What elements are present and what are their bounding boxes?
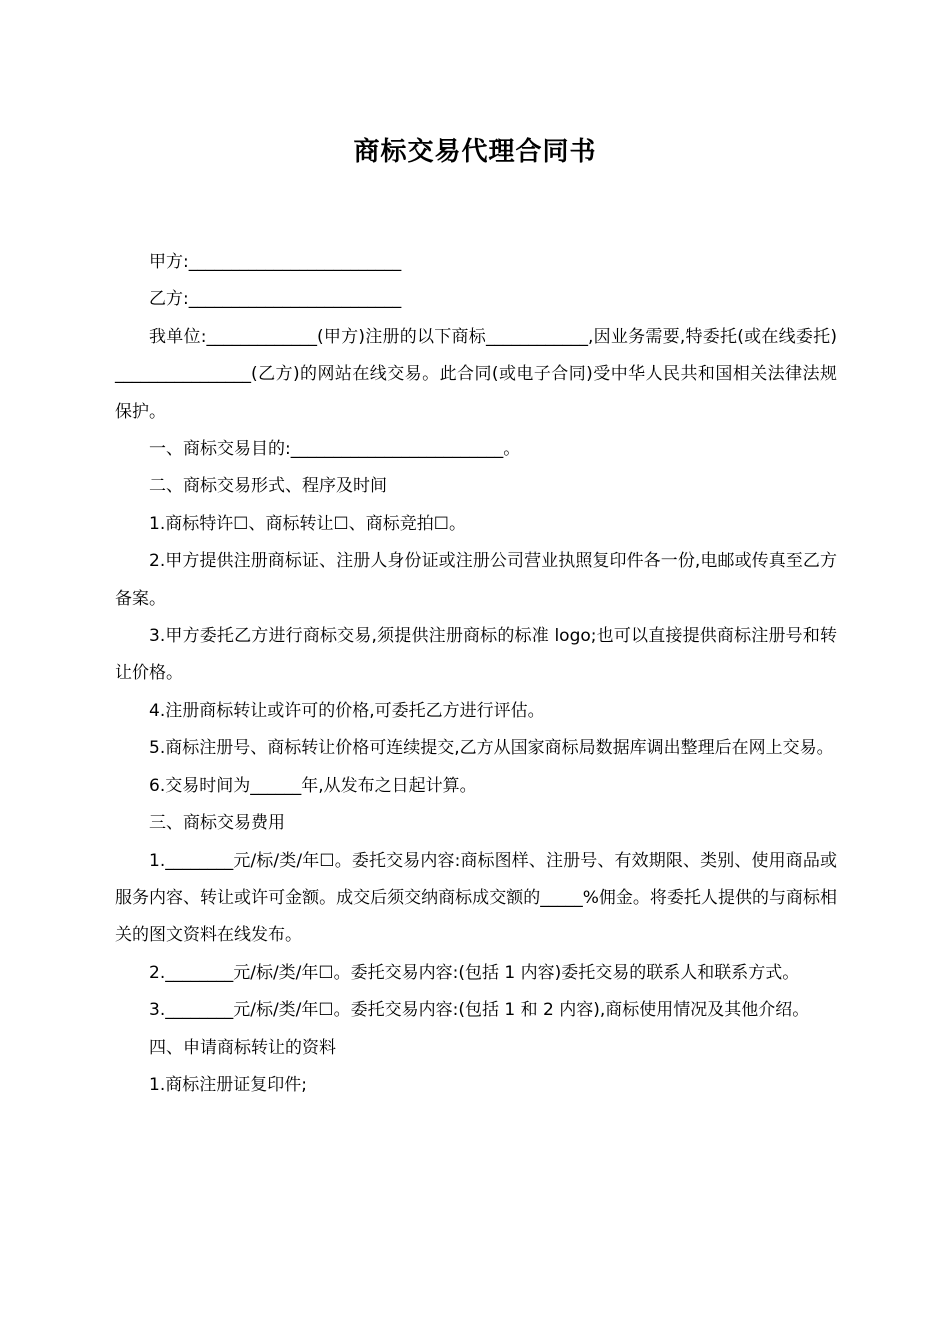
document-title: 商标交易代理合同书 [353,137,597,167]
clause-2-1: 1.商标特许☐、商标转让☐、商标竞拍☐。 [149,513,466,534]
clause-2-3: 3.甲方委托乙方进行商标交易,须提供注册商标的标准 logo;也可以直接提供商标注册号和转让价格。 [115,626,837,684]
clause-3-3: 3.________元/标/类/年☐。委托交易内容:(包括 1 和 2 内容),商标使用情况及其他介绍。 [149,1000,810,1021]
clause-4-1: 1.商标注册证复印件; [149,1074,307,1095]
section-heading-1: 一、商标交易目的:_________________________。 [149,439,521,460]
clause-3-1: 1.________元/标/类/年☐。委托交易内容:商标图样、注册号、有效期限、类别、使用商品或服务内容、转让或许可金额。成交后须交纳商标成交额的_____%佣金。将委托人提供的与商标相关的图文资料在线发布。 [115,850,837,946]
intro-paragraph: 我单位:_____________(甲方)注册的以下商标____________,因业务需要,特委托(或在线委托)________________(乙方)的网站在线交易。此合同(或电子合同)受中华人民共和国相关法律法规保护。 [115,326,837,422]
party-b-line: 乙方:_________________________ [149,289,402,310]
clause-2-2: 2.甲方提供注册商标证、注册人身份证或注册公司营业执照复印件各一份,电邮或传真至乙方备案。 [115,551,837,609]
clause-3-2: 2.________元/标/类/年☐。委托交易内容:(包括 1 内容)委托交易的联系人和联系方式。 [149,962,800,983]
section-heading-4: 四、申请商标转让的资料 [149,1037,336,1058]
section-heading-2: 二、商标交易形式、程序及时间 [149,476,387,497]
clause-2-6: 6.交易时间为______年,从发布之日起计算。 [149,775,477,796]
section-heading-3: 三、商标交易费用 [149,813,285,834]
clause-2-4: 4.注册商标转让或许可的价格,可委托乙方进行评估。 [149,700,545,721]
clause-2-5: 5.商标注册号、商标转让价格可连续提交,乙方从国家商标局数据库调出整理后在网上交易。 [149,738,834,759]
party-a-line: 甲方:_________________________ [149,252,402,272]
document-body [115,244,837,1104]
